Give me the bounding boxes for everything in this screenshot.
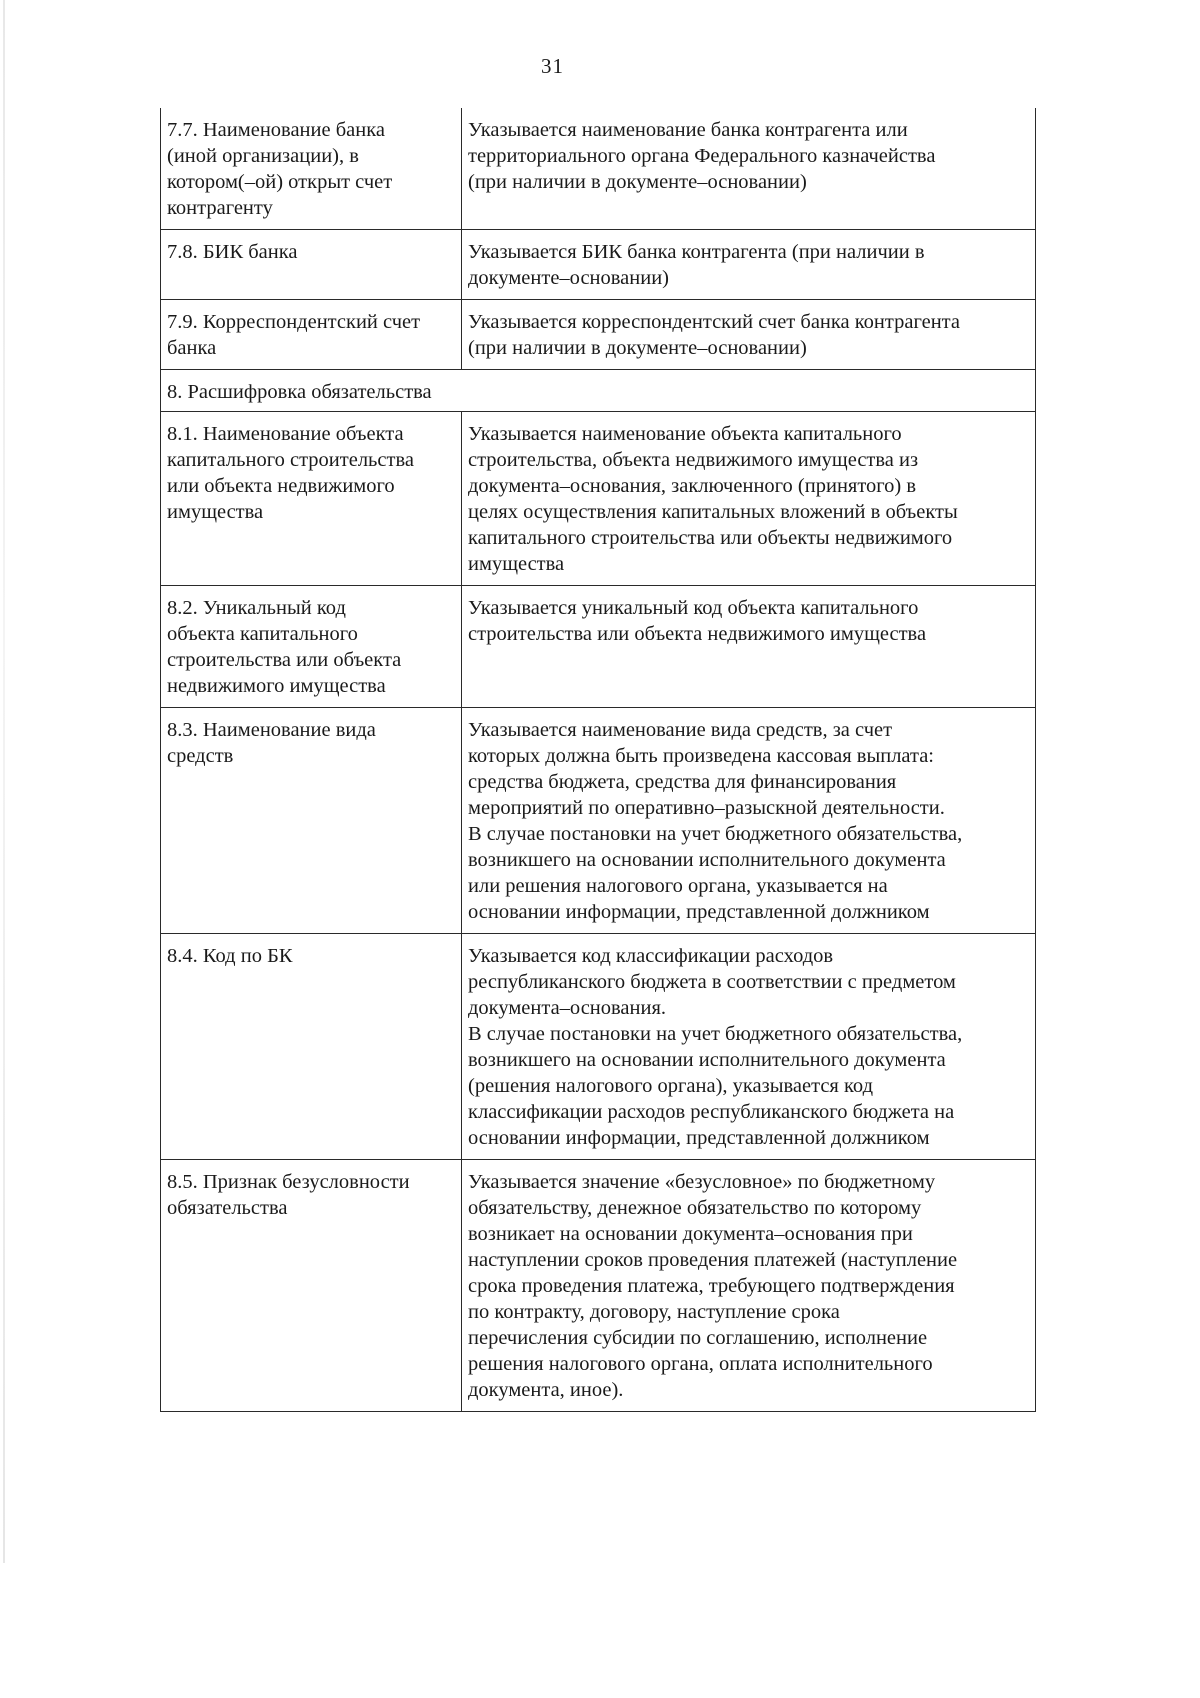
- description-cell: Указывается БИК банка контрагента (при наличии в документе–основании): [462, 230, 1036, 300]
- section-heading-cell: 8. Расшифровка обязательства: [161, 370, 1036, 412]
- description-cell: Указывается наименование объекта капитального строительства, объекта недвижимого имущества из документа–основания, заключенного (принятого) в целях осуществления капитальных вложений в объекты капитального строительства или объекты недвижимого имущества: [462, 412, 1036, 586]
- description-cell: Указывается наименование вида средств, за счет которых должна быть произведена кассовая выплата: средства бюджета, средства для финансирования мероприятий по оперативно–разыскной деятельности. В случае постановки на учет бюджетного обязательства, возникшего на основании исполнительного документа или решения налогового органа, указывается на основании информации, представленной должником: [462, 708, 1036, 934]
- description-cell: Указывается корреспондентский счет банка контрагента (при наличии в документе–основании): [462, 300, 1036, 370]
- field-name-cell: 8.5. Признак безусловности обязательства: [161, 1160, 462, 1412]
- page-number: 31: [541, 54, 564, 78]
- table-row: [161, 934, 1036, 1160]
- description-cell: Указывается наименование банка контрагента или территориального органа Федерального казначейства (при наличии в документе–основании): [462, 108, 1036, 230]
- field-name-cell: 7.9. Корреспондентский счет банка: [161, 300, 462, 370]
- field-name-cell: 8.4. Код по БК: [161, 934, 462, 1160]
- field-name-cell: 7.8. БИК банка: [161, 230, 462, 300]
- table-row: [161, 412, 1036, 586]
- table-row: [161, 300, 1036, 370]
- table-row: [161, 1160, 1036, 1412]
- table-row: [161, 230, 1036, 300]
- table-row: [161, 586, 1036, 708]
- description-cell: Указывается значение «безусловное» по бюджетному обязательству, денежное обязательство по которому возникает на основании документа–основания при наступлении сроков проведения платежей (наступление срока проведения платежа, требующего подтверждения по контракту, договору, наступление срока перечисления субсидии по соглашению, исполнение решения налогового органа, оплата исполнительного документа, иное).: [462, 1160, 1036, 1412]
- scan-edge: [3, 0, 5, 1563]
- table-row: [161, 108, 1036, 230]
- description-cell: Указывается уникальный код объекта капитального строительства или объекта недвижимого имущества: [462, 586, 1036, 708]
- table-row: [161, 708, 1036, 934]
- field-name-cell: 8.1. Наименование объекта капитального строительства или объекта недвижимого имущества: [161, 412, 462, 586]
- field-name-cell: 8.3. Наименование вида средств: [161, 708, 462, 934]
- requisites-table: [160, 108, 1036, 1412]
- field-name-cell: 7.7. Наименование банка (иной организации), в котором(–ой) открыт счет контрагенту: [161, 108, 462, 230]
- field-name-cell: 8.2. Уникальный код объекта капитального строительства или объекта недвижимого имущества: [161, 586, 462, 708]
- section-row: [161, 370, 1036, 412]
- description-cell: Указывается код классификации расходов республиканского бюджета в соответствии с предметом документа–основания. В случае постановки на учет бюджетного обязательства, возникшего на основании исполнительного документа (решения налогового органа), указывается код классификации расходов республиканского бюджета на основании информации, представленной должником: [462, 934, 1036, 1160]
